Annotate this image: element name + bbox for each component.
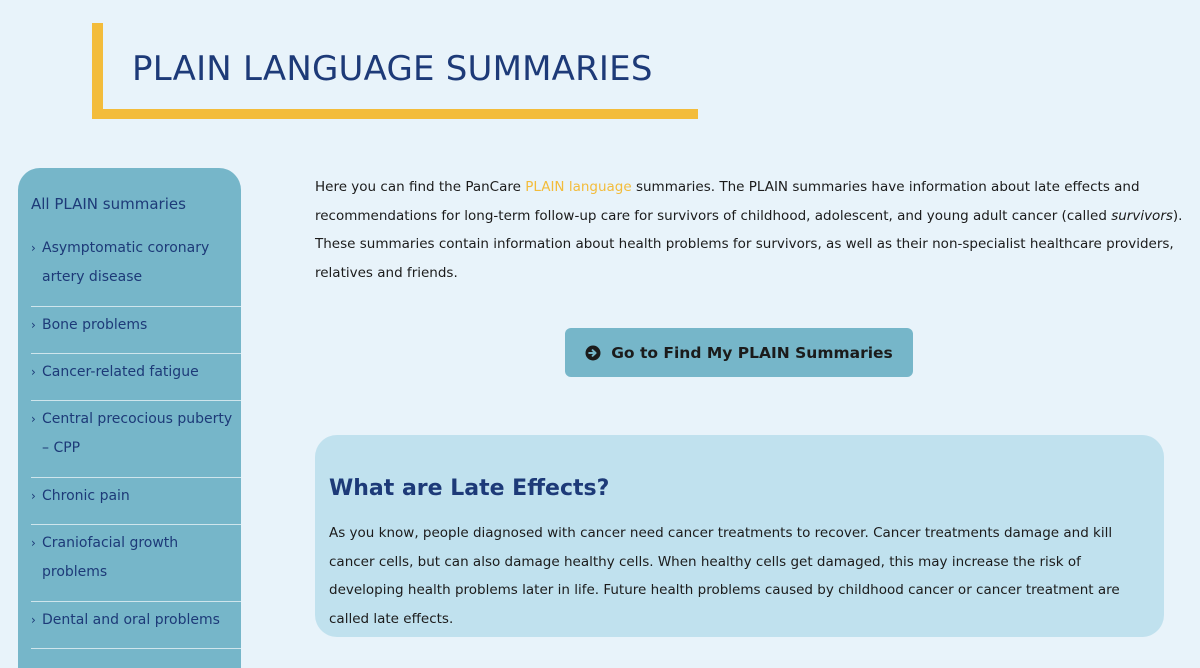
chevron-right-icon: › [31,365,36,379]
sidebar-item-craniofacial-growth-problems[interactable] [31,525,241,602]
arrow-circle-right-icon [585,345,601,361]
plain-language-link[interactable]: PLAIN language [525,179,632,195]
sidebar-list [31,230,241,649]
intro-paragraph [315,173,1185,288]
intro-text: Here you can find the PanCare [315,179,526,195]
sidebar-item-dental-and-oral-problems[interactable] [31,602,241,649]
chevron-right-icon: › [31,412,36,426]
chevron-right-icon: › [31,536,36,550]
card-body: As you know, people diagnosed with cancer need cancer treatments to recover. Cancer treatments damage and kill cancer cells, but can also damage healthy cells. When healthy cells get damaged, this may increase the risk of developing health problems later in life. Future health problems caused by childhood cancer or cancer treatment are called late effects. [329,525,1120,628]
chevron-right-icon: › [31,489,36,503]
sidebar-item-label: Cancer-related fatigue [42,364,199,380]
sidebar-item-label: Craniofacial growth problems [42,535,179,580]
sidebar-item-label: Dental and oral problems [42,612,220,628]
sidebar-item-label: Asymptomatic coronary artery disease [42,240,210,285]
sidebar [18,168,241,668]
sidebar-item-cancer-related-fatigue[interactable] [31,354,241,401]
chevron-right-icon: › [31,613,36,627]
page-title: PLAIN LANGUAGE SUMMARIES [132,49,653,89]
sidebar-item-asymptomatic-coronary-artery-disease[interactable] [31,230,241,307]
sidebar-item-chronic-pain[interactable] [31,478,241,525]
sidebar-item-label: Central precocious puberty – CPP [42,411,233,456]
title-accent-bar-horizontal [92,109,698,119]
intro-text: ). These summaries contain information about health problems for survivors, as well as their non-specialist healthcare providers, relatives and friends. [315,207,1183,282]
chevron-right-icon: › [31,241,36,255]
intro-emphasis: survivors [1111,207,1173,224]
late-effects-card [315,435,1164,637]
sidebar-heading[interactable]: All PLAIN summaries [31,195,186,213]
title-accent-bar-vertical [92,23,103,119]
card-title: What are Late Effects? [329,476,610,501]
page-title-block [92,23,698,119]
find-my-plain-summaries-button[interactable] [565,328,913,377]
sidebar-item-label: Bone problems [42,317,148,333]
sidebar-item-central-precocious-puberty[interactable] [31,401,241,478]
sidebar-item-label: Chronic pain [42,488,130,504]
intro-text: summaries. The PLAIN summaries have information about late effects and recommendations for long-term follow-up care for survivors of childhood, adolescent, and young adult cancer (called [315,179,1140,224]
cta-label: Go to Find My PLAIN Summaries [611,343,893,362]
chevron-right-icon: › [31,318,36,332]
sidebar-item-bone-problems[interactable] [31,307,241,354]
